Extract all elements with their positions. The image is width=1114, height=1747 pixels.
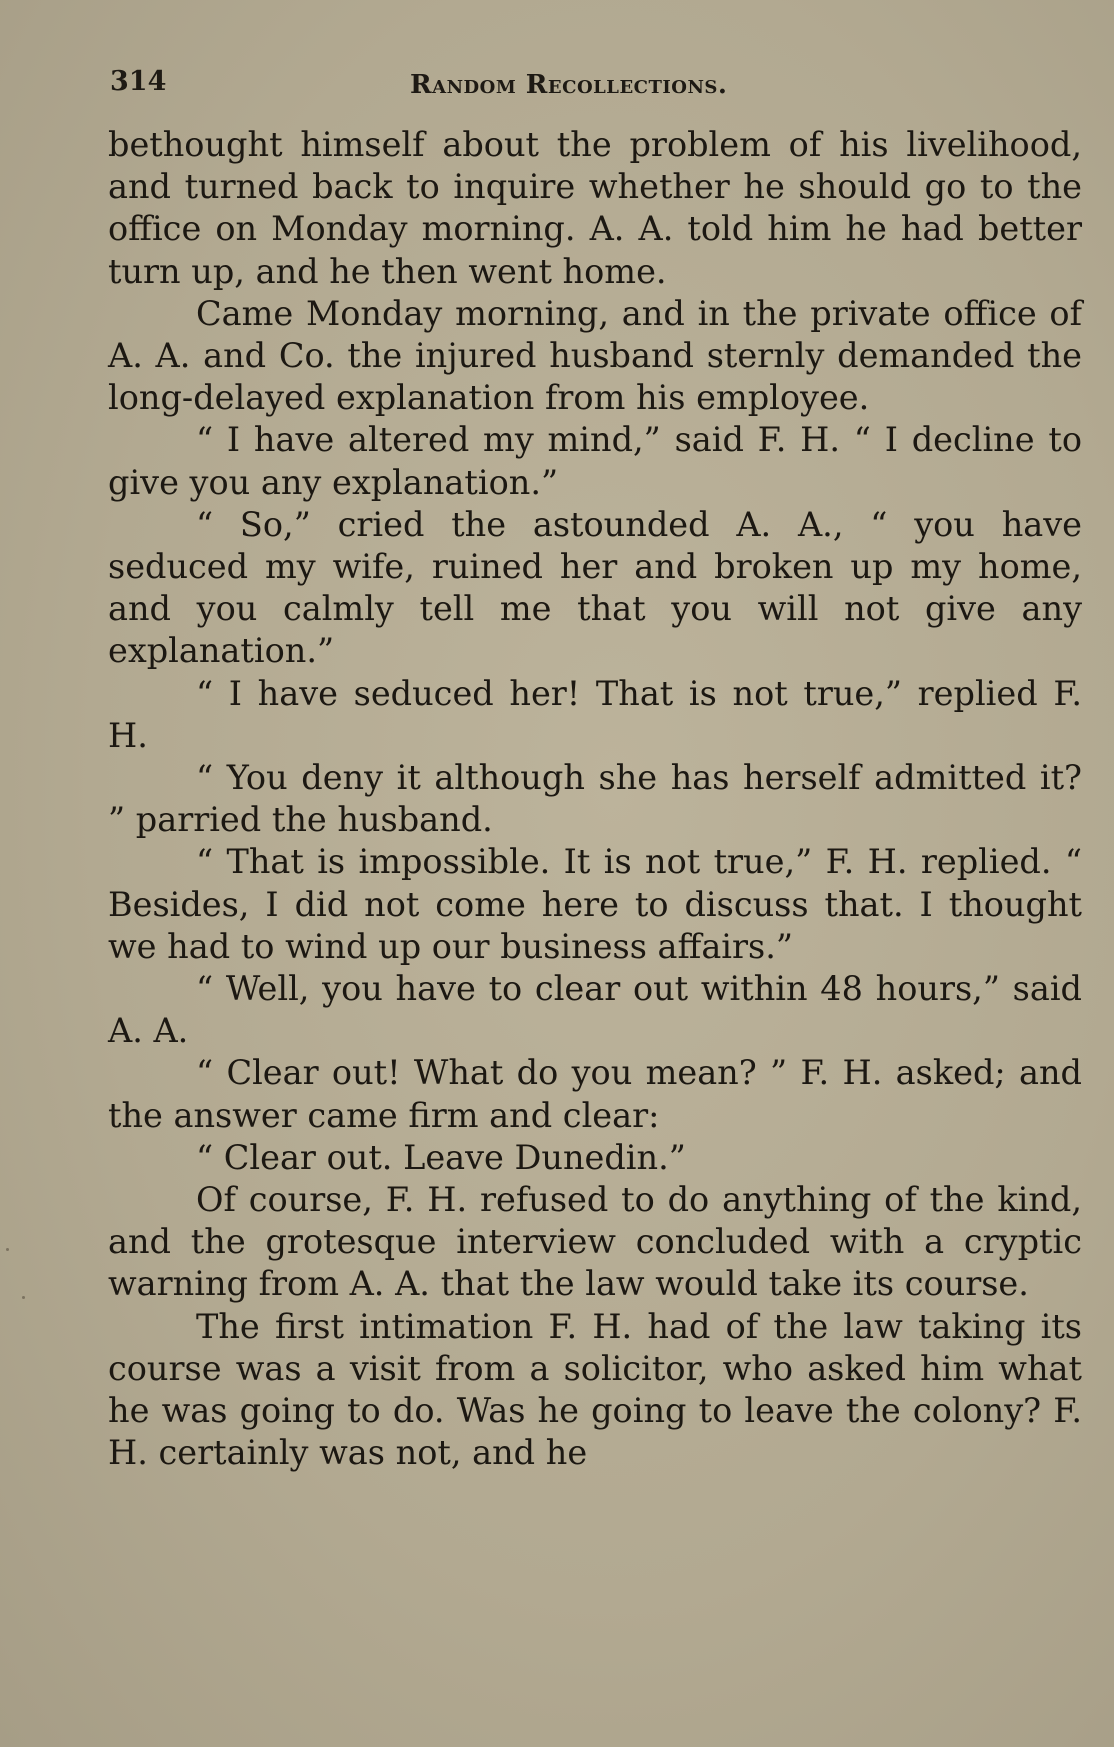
body-text <box>108 124 1082 1475</box>
paragraph: “ Clear out. Leave Dunedin.” <box>196 1137 686 1177</box>
paper-speck <box>22 1296 25 1299</box>
paragraph: “ You deny it although she has herself admitted it? ” parried the husband. <box>108 758 1082 840</box>
paragraph: “ That is impossible. It is not true,” F. H. replied. “ Besides, I did not come here to discuss that. I thought we had to wind up our business affairs.” <box>108 842 1082 966</box>
paragraph: “ Well, you have to clear out within 48 hours,” said A. A. <box>108 969 1082 1051</box>
paragraph: Came Monday morning, and in the private office of A. A. and Co. the injured husband sternly demanded the long-delayed explanation from his employee. <box>108 293 1082 418</box>
paragraph: “ I have altered my mind,” said F. H. “ I decline to give you any explanation.” <box>108 420 1082 502</box>
paragraph: “ So,” cried the astounded A. A., “ you have seduced my wife, ruined her and broken up my home, and you calmly tell me that you will not give any explanation.” <box>108 504 1082 671</box>
page-header <box>110 66 1080 106</box>
paragraph: “ Clear out! What do you mean? ” F. H. asked; and the answer came firm and clear: <box>108 1053 1082 1135</box>
paper-speck <box>6 1248 9 1251</box>
page-number: 314 <box>110 66 167 97</box>
paragraph: “ I have seduced her! That is not true,” replied F. H. <box>108 673 1082 755</box>
running-title: Random Recollections. <box>410 70 728 100</box>
paragraph: Of course, F. H. refused to do anything of the kind, and the grotesque interview concluded with a cryptic warning from A. A. that the law would take its course. <box>108 1180 1082 1304</box>
paragraph: The first intimation F. H. had of the law taking its course was a visit from a solicitor, who asked him what he was going to do. Was he going to leave the colony? F. H. certainly was not, and he <box>108 1306 1082 1473</box>
paragraph: bethought himself about the problem of his livelihood, and turned back to inquire whether he should go to the office on Monday morning. A. A. told him he had better turn up, and he then went home. <box>108 125 1082 291</box>
